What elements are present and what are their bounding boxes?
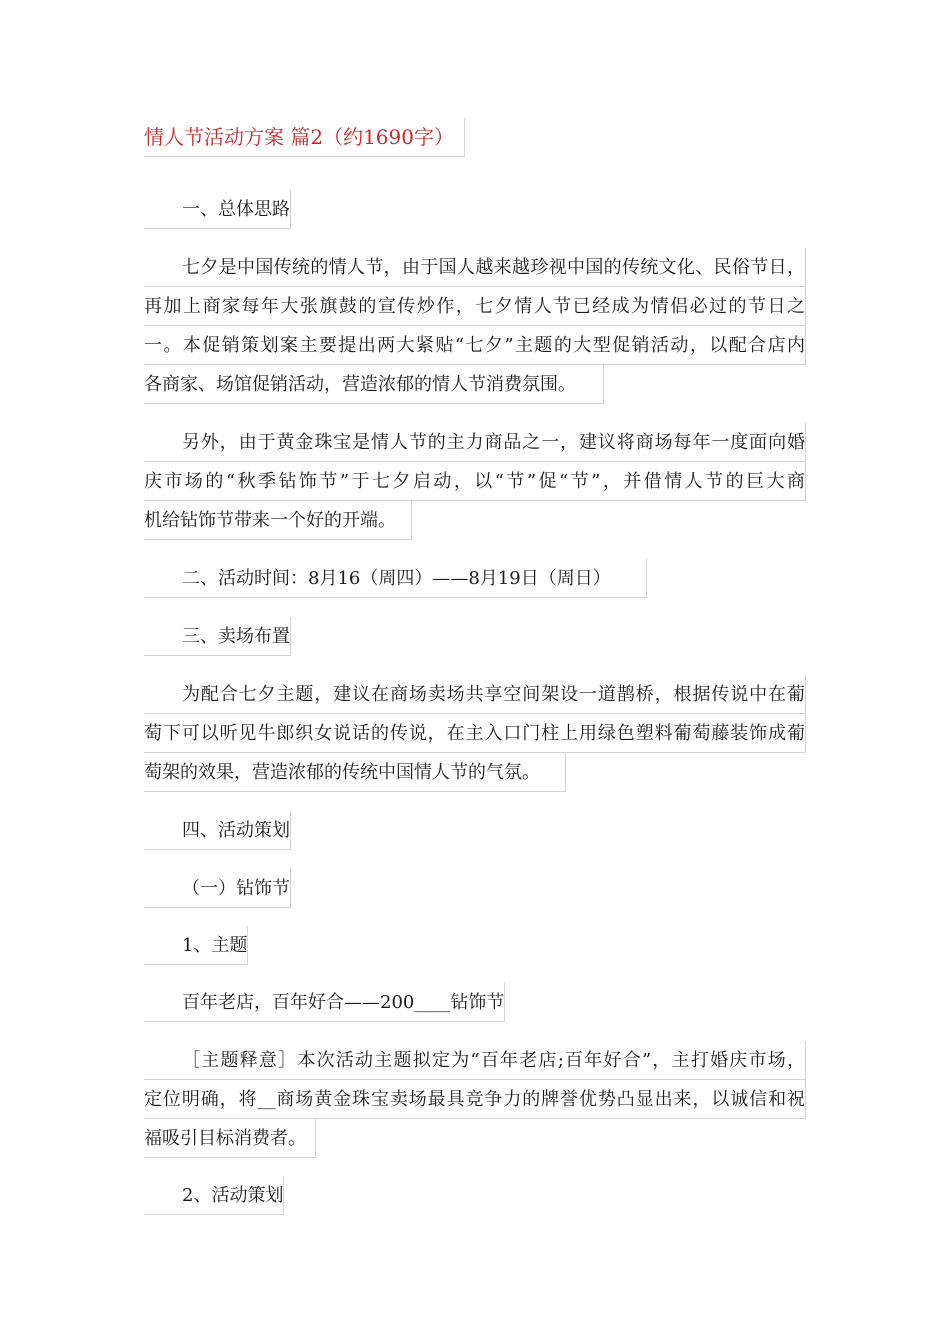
item-activity-planning <box>144 1176 284 1215</box>
paragraph-line: 各商家、场馆促销活动，营造浓郁的情人节消费氛围。 <box>144 365 604 404</box>
theme-text: 百年老店，百年好合——200____钻饰节 <box>144 983 505 1022</box>
heading-text: 三、卖场布置 <box>144 617 291 656</box>
paragraph-line: 庆市场的“秋季钻饰节”于七夕启动，以“节”促“节”，并借情人节的巨大商 <box>144 462 806 501</box>
subheading-diamond-festival <box>144 869 291 908</box>
paragraph-line: 七夕是中国传统的情人节，由于国人越来越珍视中国的传统文化、民俗节日， <box>144 248 806 287</box>
paragraph-line: 福吸引目标消费者。 <box>144 1119 316 1158</box>
paragraph-line: 萄下可以听见牛郎织女说话的传说，在主入口门柱上用绿色塑料葡萄藤装饰成葡 <box>144 714 806 753</box>
paragraph-3 <box>144 675 806 792</box>
paragraph-line: 为配合七夕主题，建议在商场卖场共享空间架设一道鹊桥，根据传说中在葡 <box>144 675 806 714</box>
section-heading-overview <box>144 190 291 229</box>
paragraph-line: 一。本促销策划案主要提出两大紧贴“七夕”主题的大型促销活动，以配合店内 <box>144 326 806 365</box>
paragraph-line: ［主题释意］本次活动主题拟定为“百年老店;百年好合”，主打婚庆市场， <box>144 1041 806 1080</box>
paragraph-line: 再加上商家每年大张旗鼓的宣传炒作，七夕情人节已经成为情侣必过的节日之 <box>144 287 806 326</box>
heading-text: 二、活动时间：8月16（周四）——8月19日（周日） <box>144 559 647 598</box>
heading-text: 一、总体思路 <box>144 190 291 229</box>
heading-text: 四、活动策划 <box>144 811 291 850</box>
paragraph-line: 定位明确，将__商场黄金珠宝卖场最具竞争力的牌誉优势凸显出来，以诚信和祝 <box>144 1080 806 1119</box>
paragraph-line: 机给钻饰节带来一个好的开端。 <box>144 501 412 540</box>
heading-text: 1、主题 <box>144 926 248 965</box>
heading-text: 2、活动策划 <box>144 1176 284 1215</box>
section-heading-planning <box>144 811 291 850</box>
paragraph-4 <box>144 1041 806 1158</box>
section-heading-layout <box>144 617 291 656</box>
paragraph-2 <box>144 423 806 540</box>
paragraph-line: 另外，由于黄金珠宝是情人节的主力商品之一，建议将商场每年一度面向婚 <box>144 423 806 462</box>
document-title: 情人节活动方案 篇2（约1690字） <box>144 118 465 157</box>
item-theme <box>144 926 248 965</box>
theme-line <box>144 983 505 1022</box>
section-heading-time <box>144 559 647 598</box>
paragraph-1 <box>144 248 806 404</box>
heading-text: （一）钻饰节 <box>144 869 291 908</box>
paragraph-line: 萄架的效果，营造浓郁的传统中国情人节的气氛。 <box>144 753 566 792</box>
